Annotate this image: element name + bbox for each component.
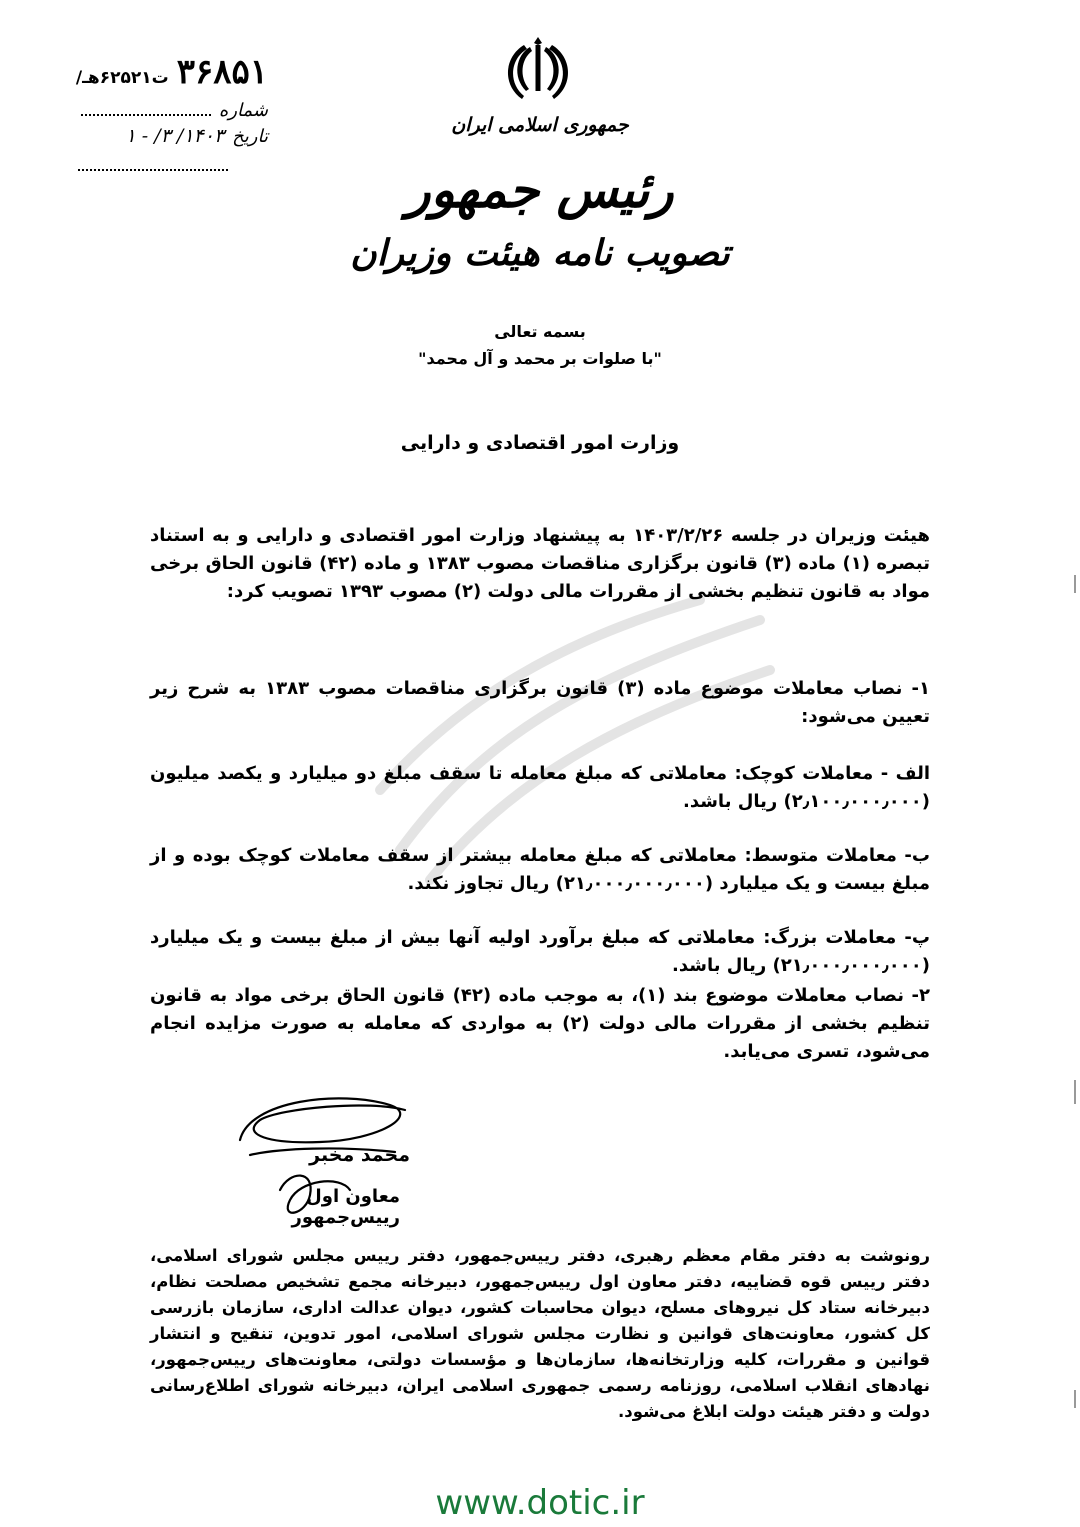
clause-alef	[150, 760, 930, 816]
reference-block	[28, 52, 268, 171]
clause-be	[150, 842, 930, 898]
republic-title: جمهوری اسلامی ایران	[451, 114, 629, 136]
reference-number: ۳۶۸۵۱	[176, 52, 268, 92]
intro-paragraph	[150, 522, 930, 606]
reference-date: ۱۴۰۳/ ۳/ - ۱	[125, 125, 225, 147]
number-label: شماره	[218, 100, 268, 121]
clause-be-text: ب- معاملات متوسط: معاملاتی که مبلغ معامله بیشتر از سقف معاملات کوچک بوده و از مبلغ بیست و یک میلیارد (۲۱٫۰۰۰٫۰۰۰٫۰۰۰) ریال تجاوز نکند.	[150, 845, 930, 894]
scan-edge-mark	[1074, 575, 1076, 593]
date-dots-row	[28, 151, 268, 171]
clause-alef-text: الف - معاملات کوچک: معاملاتی که مبلغ معامله تا سقف مبلغ دو میلیارد و یکصد میلیون (۲٫۱۰۰٫۰۰۰٫۰۰۰) ریال باشد.	[150, 763, 930, 812]
clause-pe-text: پ- معاملات بزرگ: معاملاتی که مبلغ برآورد اولیه آنها بیش از مبلغ بیست و یک میلیارد (۲۱٫۰۰۰٫۰۰۰٫۰۰۰) ریال باشد.	[150, 927, 930, 976]
date-row	[28, 125, 268, 147]
distribution-list: رونوشت به دفتر مقام معظم رهبری، دفتر رییس‌جمهور، دفتر رییس مجلس شورای اسلامی، دفتر رییس قوه قضاییه، دفتر معاون اول رییس‌جمهور، دبیرخانه مجمع تشخیص مصلحت نظام، دبیرخانه ستاد کل نیروهای مسلح، دیوان محاسبات کشور، دیوان عدالت اداری، سازمان بازرسی کل کشور، معاونت‌های قوانین و نظارت مجلس شورای اسلامی، امور تدوین، تنقیح و انتشار قوانین و مقررات، کلیه وزارتخانه‌ها، سازمان‌ها و مؤسسات دولتی، معاونت‌های رییس‌جمهور، نهادهای انقلاب اسلامی، روزنامه رسمی جمهوری اسلامی ایران، دبیرخانه شورای اطلاع‌رسانی دولت و دفتر هیئت دولت ابلاغ می‌شود.	[150, 1246, 930, 1421]
reference-number-line	[28, 52, 268, 92]
iran-emblem-icon	[500, 33, 576, 103]
addressee-ministry: وزارت امور اقتصادی و دارایی	[400, 432, 680, 454]
footer-url[interactable]: www.dotic.ir	[435, 1483, 645, 1523]
clause-pe	[150, 924, 930, 980]
cabinet-title: تصویب نامه هیئت وزیران	[350, 232, 730, 274]
signatory-title: معاون اول رییس‌جمهور	[291, 1186, 400, 1228]
article-2-text: ۲- نصاب معاملات موضوع بند (۱)، به موجب ماده (۴۲) قانون الحاق برخی مواد به قانون تنظیم بخشی از مقررات مالی دولت (۲) به مواردی که معامله به صورت مزایده انجام می‌شود، تسری می‌یابد.	[150, 985, 930, 1062]
basmala-line1: بسمه تعالی	[494, 322, 586, 341]
president-title: رئیس جمهور	[406, 160, 674, 219]
article-1	[150, 675, 930, 731]
date-label: تاریخ	[232, 126, 268, 147]
scan-edge-mark	[1074, 1080, 1076, 1104]
signatory-name: محمد مخبر	[309, 1144, 410, 1166]
article-2	[150, 982, 930, 1066]
number-dots	[81, 96, 211, 116]
date-dots	[78, 151, 228, 171]
reference-code: /ت۶۲۵۲۱هـ	[75, 68, 169, 88]
number-label-row	[28, 96, 268, 121]
article-1-text: ۱- نصاب معاملات موضوع ماده (۳) قانون برگزاری مناقصات مصوب ۱۳۸۳ به شرح زیر تعیین می‌شود:	[150, 678, 930, 727]
basmala-line2: "با صلوات بر محمد و آل محمد"	[418, 349, 662, 368]
scan-edge-mark	[1074, 1390, 1076, 1408]
intro-text: هیئت وزیران در جلسه ۱۴۰۳/۲/۲۶ به پیشنهاد وزارت امور اقتصادی و دارایی و به استناد تبصره (۱) ماده (۳) قانون برگزاری مناقصات مصوب ۱۳۸۳ و ماده (۴۲) قانون الحاق برخی مواد به قانون تنظیم بخشی از مقررات مالی دولت (۲) مصوب ۱۳۹۳ تصویب کرد:	[150, 525, 931, 602]
